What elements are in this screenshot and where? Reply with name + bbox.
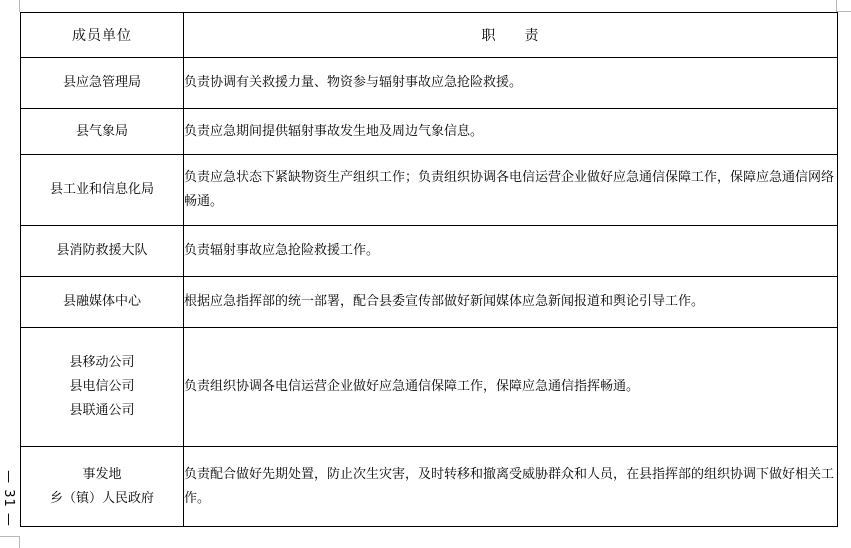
header-duty-part2: 责 (524, 28, 540, 44)
unit-name: 乡（镇）人民政府 (49, 490, 154, 506)
duty-cell: 根据应急指挥部的统一部署，配合县委宣传部做好新闻媒体应急新闻报道和舆论引导工作。 (184, 277, 838, 328)
unit-name: 县移动公司 (69, 355, 135, 370)
unit-name: 县电信公司 (69, 379, 135, 394)
table-row (21, 109, 838, 155)
duty-cell: 负责应急状态下紧缺物资生产组织工作；负责组织协调各电信运营企业做好应急通信保障工作，保障应急通信网络畅通。 (184, 155, 838, 226)
duty-cell: 负责配合做好先期处置，防止次生灾害，及时转移和撤离受威胁群众和人员，在县指挥部的组织协调下做好相关工作。 (184, 447, 838, 527)
table-row (21, 155, 838, 226)
unit-name: 县应急管理局 (62, 75, 141, 90)
unit-cell (21, 277, 184, 328)
page-number-text: — 31 — (0, 469, 16, 527)
table-row (21, 277, 838, 328)
table-row (21, 226, 838, 277)
header-duty (184, 13, 838, 58)
table-row (21, 447, 838, 527)
unit-cell (21, 155, 184, 226)
unit-name: 县联通公司 (69, 403, 135, 418)
table-row (21, 58, 838, 109)
duty-cell: 负责组织协调各电信运营企业做好应急通信保障工作，保障应急通信指挥畅通。 (184, 328, 838, 447)
header-unit: 成员单位 (21, 13, 184, 58)
unit-name: 县融媒体中心 (62, 294, 141, 309)
duty-cell: 负责辐射事故应急抢险救援工作。 (184, 226, 838, 277)
page-number (0, 468, 16, 528)
unit-cell (21, 447, 184, 527)
unit-cell (21, 226, 184, 277)
unit-name: 县消防救援大队 (56, 243, 148, 258)
crop-mark-bottom-left-vertical (19, 536, 20, 548)
crop-mark-top-left (19, 0, 20, 12)
unit-name: 县工业和信息化局 (49, 182, 154, 197)
unit-name: 事发地 (82, 466, 122, 482)
unit-cell (21, 58, 184, 109)
table-header-row (21, 13, 838, 58)
duty-cell: 负责协调有关救援力量、物资参与辐射事故应急抢险救援。 (184, 58, 838, 109)
unit-name: 县气象局 (75, 123, 128, 139)
table-row (21, 328, 838, 447)
duty-cell: 负责应急期间提供辐射事故发生地及周边气象信息。 (184, 109, 838, 155)
unit-cell (21, 328, 184, 447)
crop-mark-top-right-horizontal (836, 11, 851, 12)
header-duty-part1: 职 (481, 28, 497, 44)
unit-cell (21, 109, 184, 155)
duty-table (20, 12, 838, 527)
crop-mark-bottom-left-horizontal (0, 536, 20, 537)
